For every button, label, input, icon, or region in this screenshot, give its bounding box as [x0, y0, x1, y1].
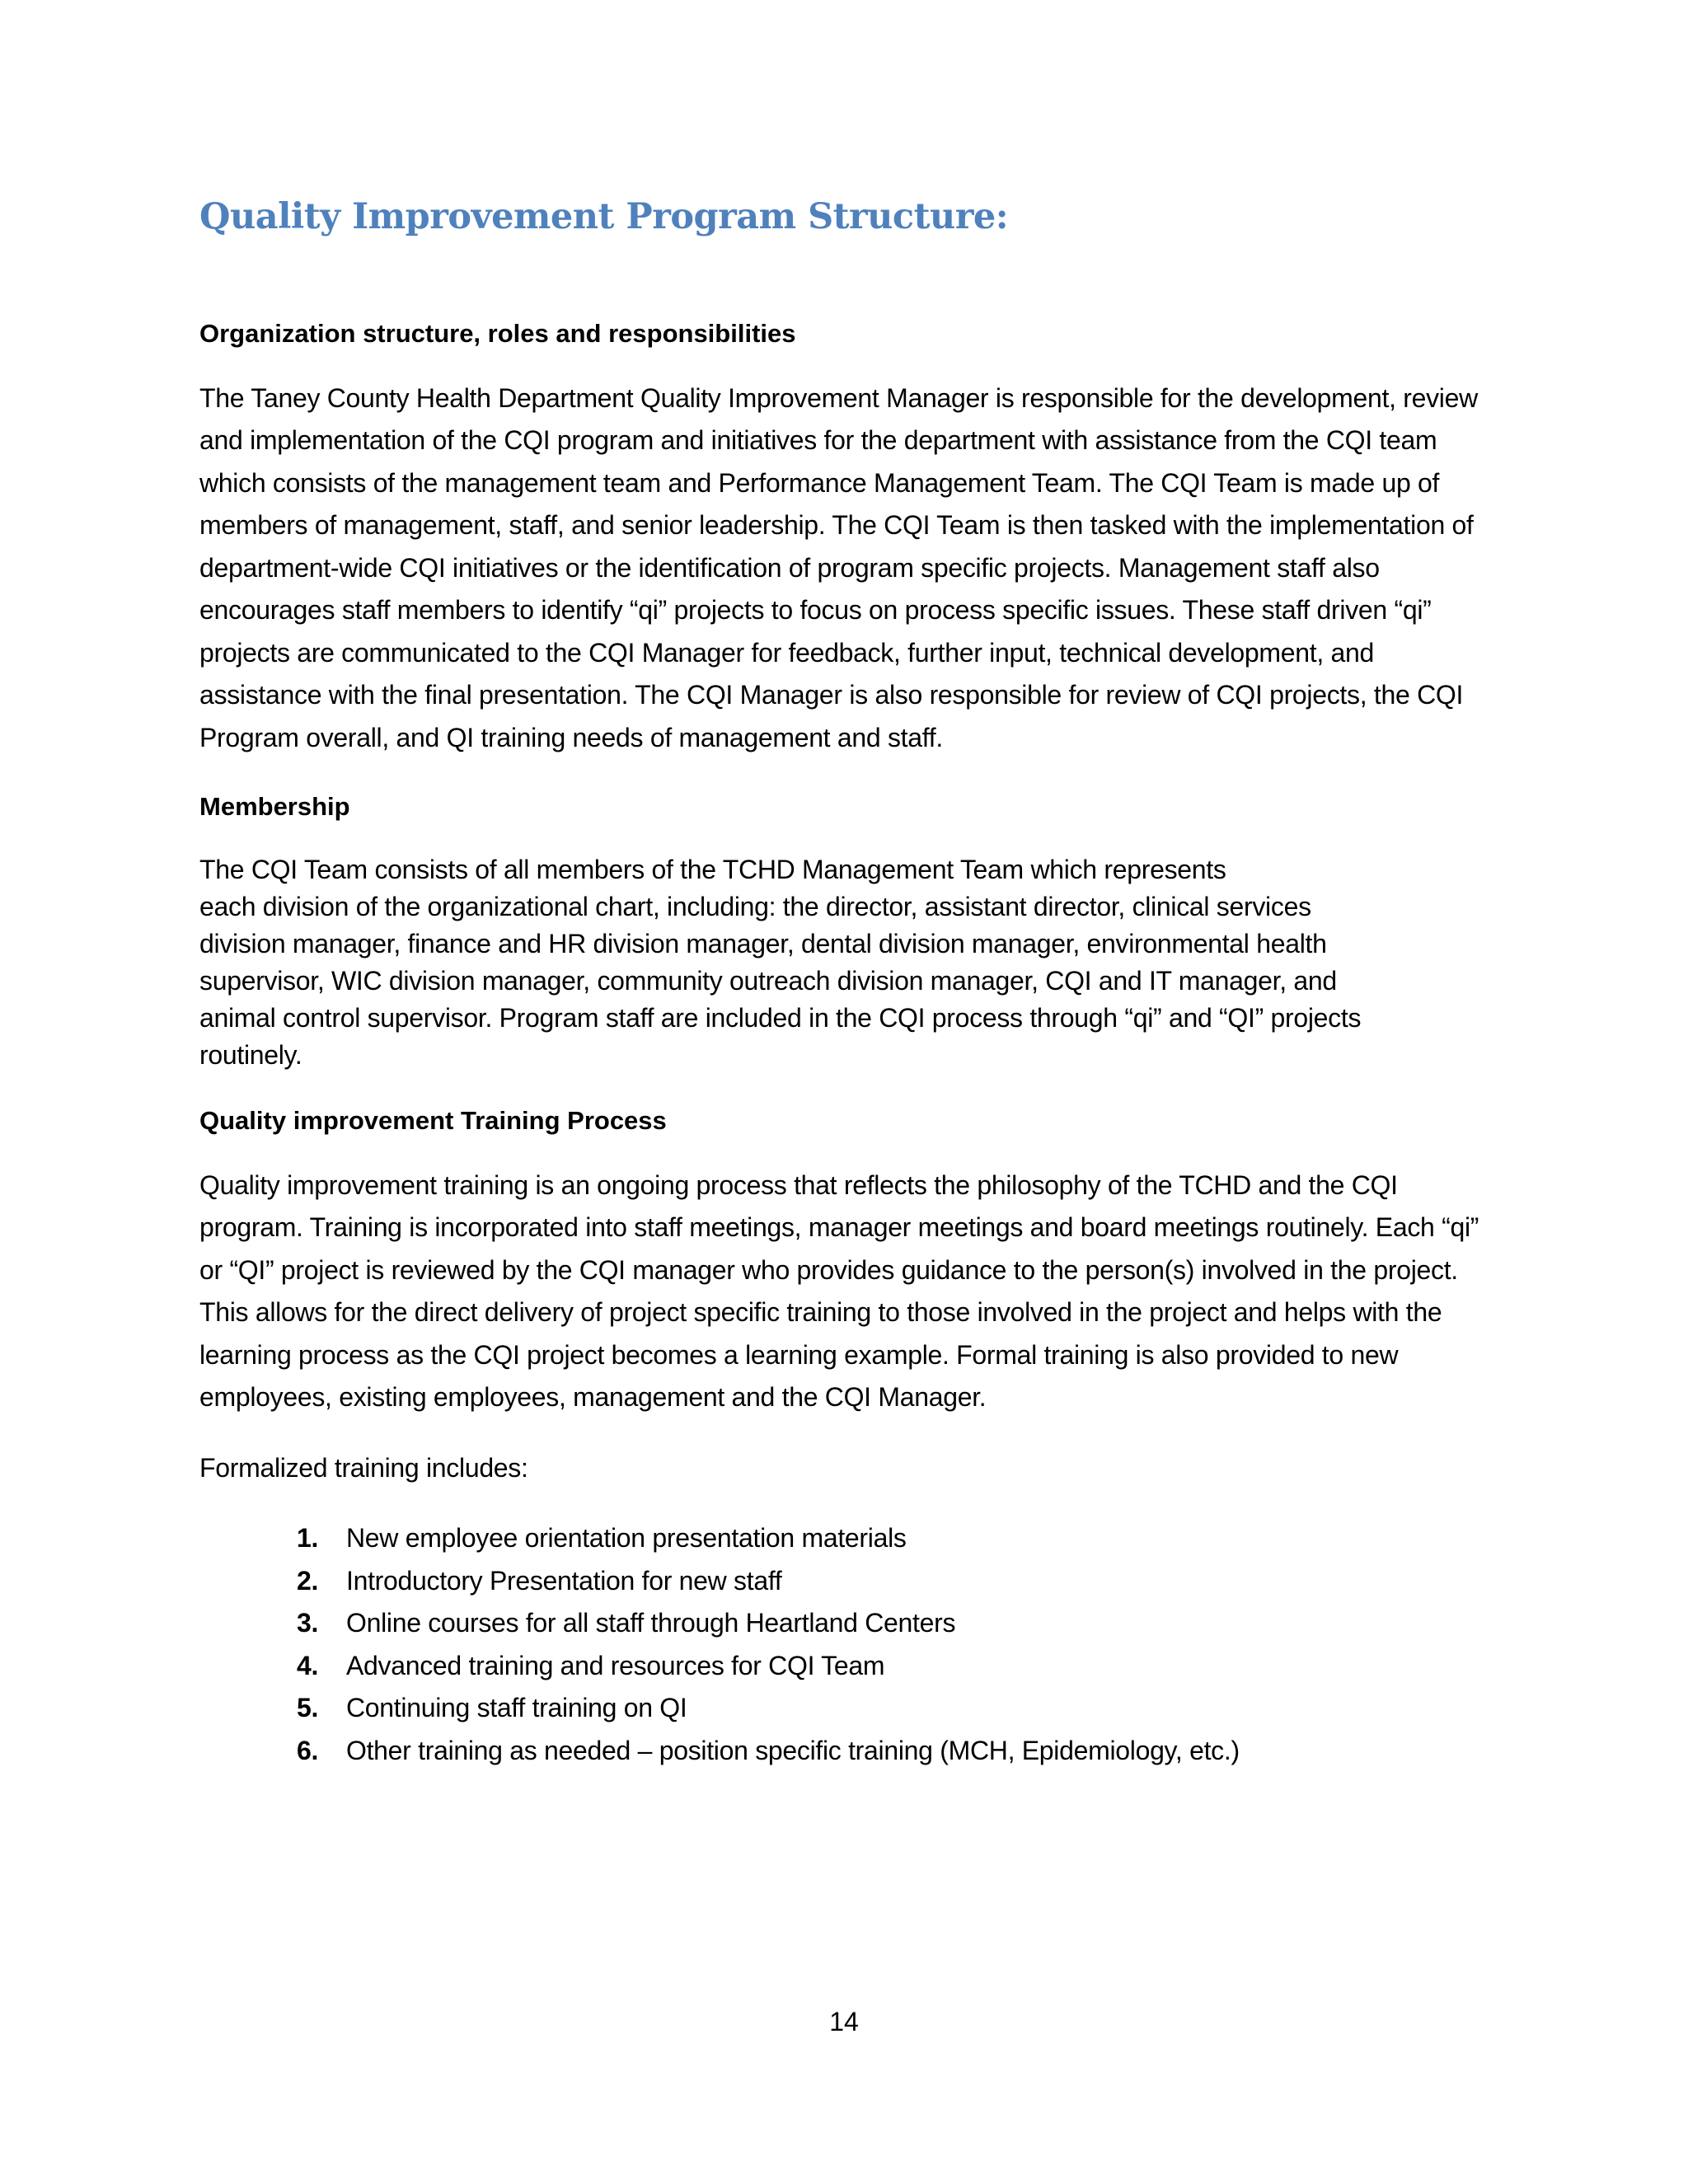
list-item	[297, 1687, 1502, 1730]
membership-line: division manager, finance and HR division manager, dental division manager, environmental health	[199, 928, 1327, 958]
list-item	[297, 1602, 1502, 1645]
membership-line: supervisor, WIC division manager, community outreach division manager, CQI and IT manager, and	[199, 965, 1337, 996]
list-item-text: Introductory Presentation for new staff	[346, 1565, 782, 1596]
section-heading-organization: Organization structure, roles and responsibilities	[199, 318, 796, 348]
list-item-text: Other training as needed – position specific training (MCH, Epidemiology, etc.)	[346, 1735, 1240, 1765]
training-list-intro: Formalized training includes:	[199, 1452, 528, 1483]
list-item	[297, 1645, 1502, 1688]
membership-line: The CQI Team consists of all members of the TCHD Management Team which represents	[199, 854, 1226, 884]
list-item-number: 6.	[297, 1735, 319, 1765]
page-number: 14	[829, 2007, 859, 2036]
section-heading-training: Quality improvement Training Process	[199, 1105, 667, 1135]
membership-paragraph	[199, 851, 1502, 1074]
list-item-number: 1.	[297, 1523, 319, 1554]
list-item-text: Online courses for all staff through Heartland Centers	[346, 1608, 956, 1638]
training-paragraph: Quality improvement training is an ongoing process that reflects the philosophy of the TCHD and the CQI program. Training is incorporated into staff meetings, manager meetings and board meetings routinely. Each “qi” or “QI” project is reviewed by the CQI manager who provides guidance to the person(s) involved in the project. This allows for the direct delivery of project specific training to those involved in the project and helps with the learning process as the CQI project becomes a learning example. Formal training is also provided to new employees, existing employees, management and the CQI Manager.	[199, 1169, 1479, 1413]
list-item-text: Advanced training and resources for CQI Team	[346, 1650, 885, 1680]
page-title: Quality Improvement Program Structure:	[199, 196, 1009, 237]
list-item	[297, 1560, 1502, 1603]
membership-line: each division of the organizational chart, including: the director, assistant director, clinical services	[199, 891, 1311, 921]
list-item-number: 5.	[297, 1693, 319, 1723]
list-item	[297, 1517, 1502, 1560]
training-list	[199, 1517, 1502, 1772]
list-item-number: 2.	[297, 1565, 319, 1596]
list-item-number: 4.	[297, 1650, 319, 1680]
organization-paragraph: The Taney County Health Department Quality Improvement Manager is responsible for the development, review and implementation of the CQI program and initiatives for the department with assistance from the CQI team which consists of the management team and Performance Management Team. The CQI Team is made up of members of management, staff, and senior leadership. The CQI Team is then tasked with the implementation of department-wide CQI initiatives or the identification of program specific projects. Management staff also encourages staff members to identify “qi” projects to focus on process specific issues. These staff driven “qi” projects are communicated to the CQI Manager for feedback, further input, technical development, and assistance with the final presentation. The CQI Manager is also responsible for review of CQI projects, the CQI Program overall, and QI training needs of management and staff.	[199, 382, 1478, 752]
section-heading-membership: Membership	[199, 792, 350, 822]
list-item-number: 3.	[297, 1608, 319, 1638]
list-item	[297, 1730, 1502, 1773]
list-item-text: Continuing staff training on QI	[346, 1693, 687, 1723]
membership-line: routinely.	[199, 1039, 302, 1070]
list-item-text: New employee orientation presentation materials	[346, 1523, 907, 1554]
membership-line: animal control supervisor. Program staff are included in the CQI process through “qi” and “QI” projects	[199, 1002, 1362, 1033]
page-content	[199, 196, 1502, 1772]
